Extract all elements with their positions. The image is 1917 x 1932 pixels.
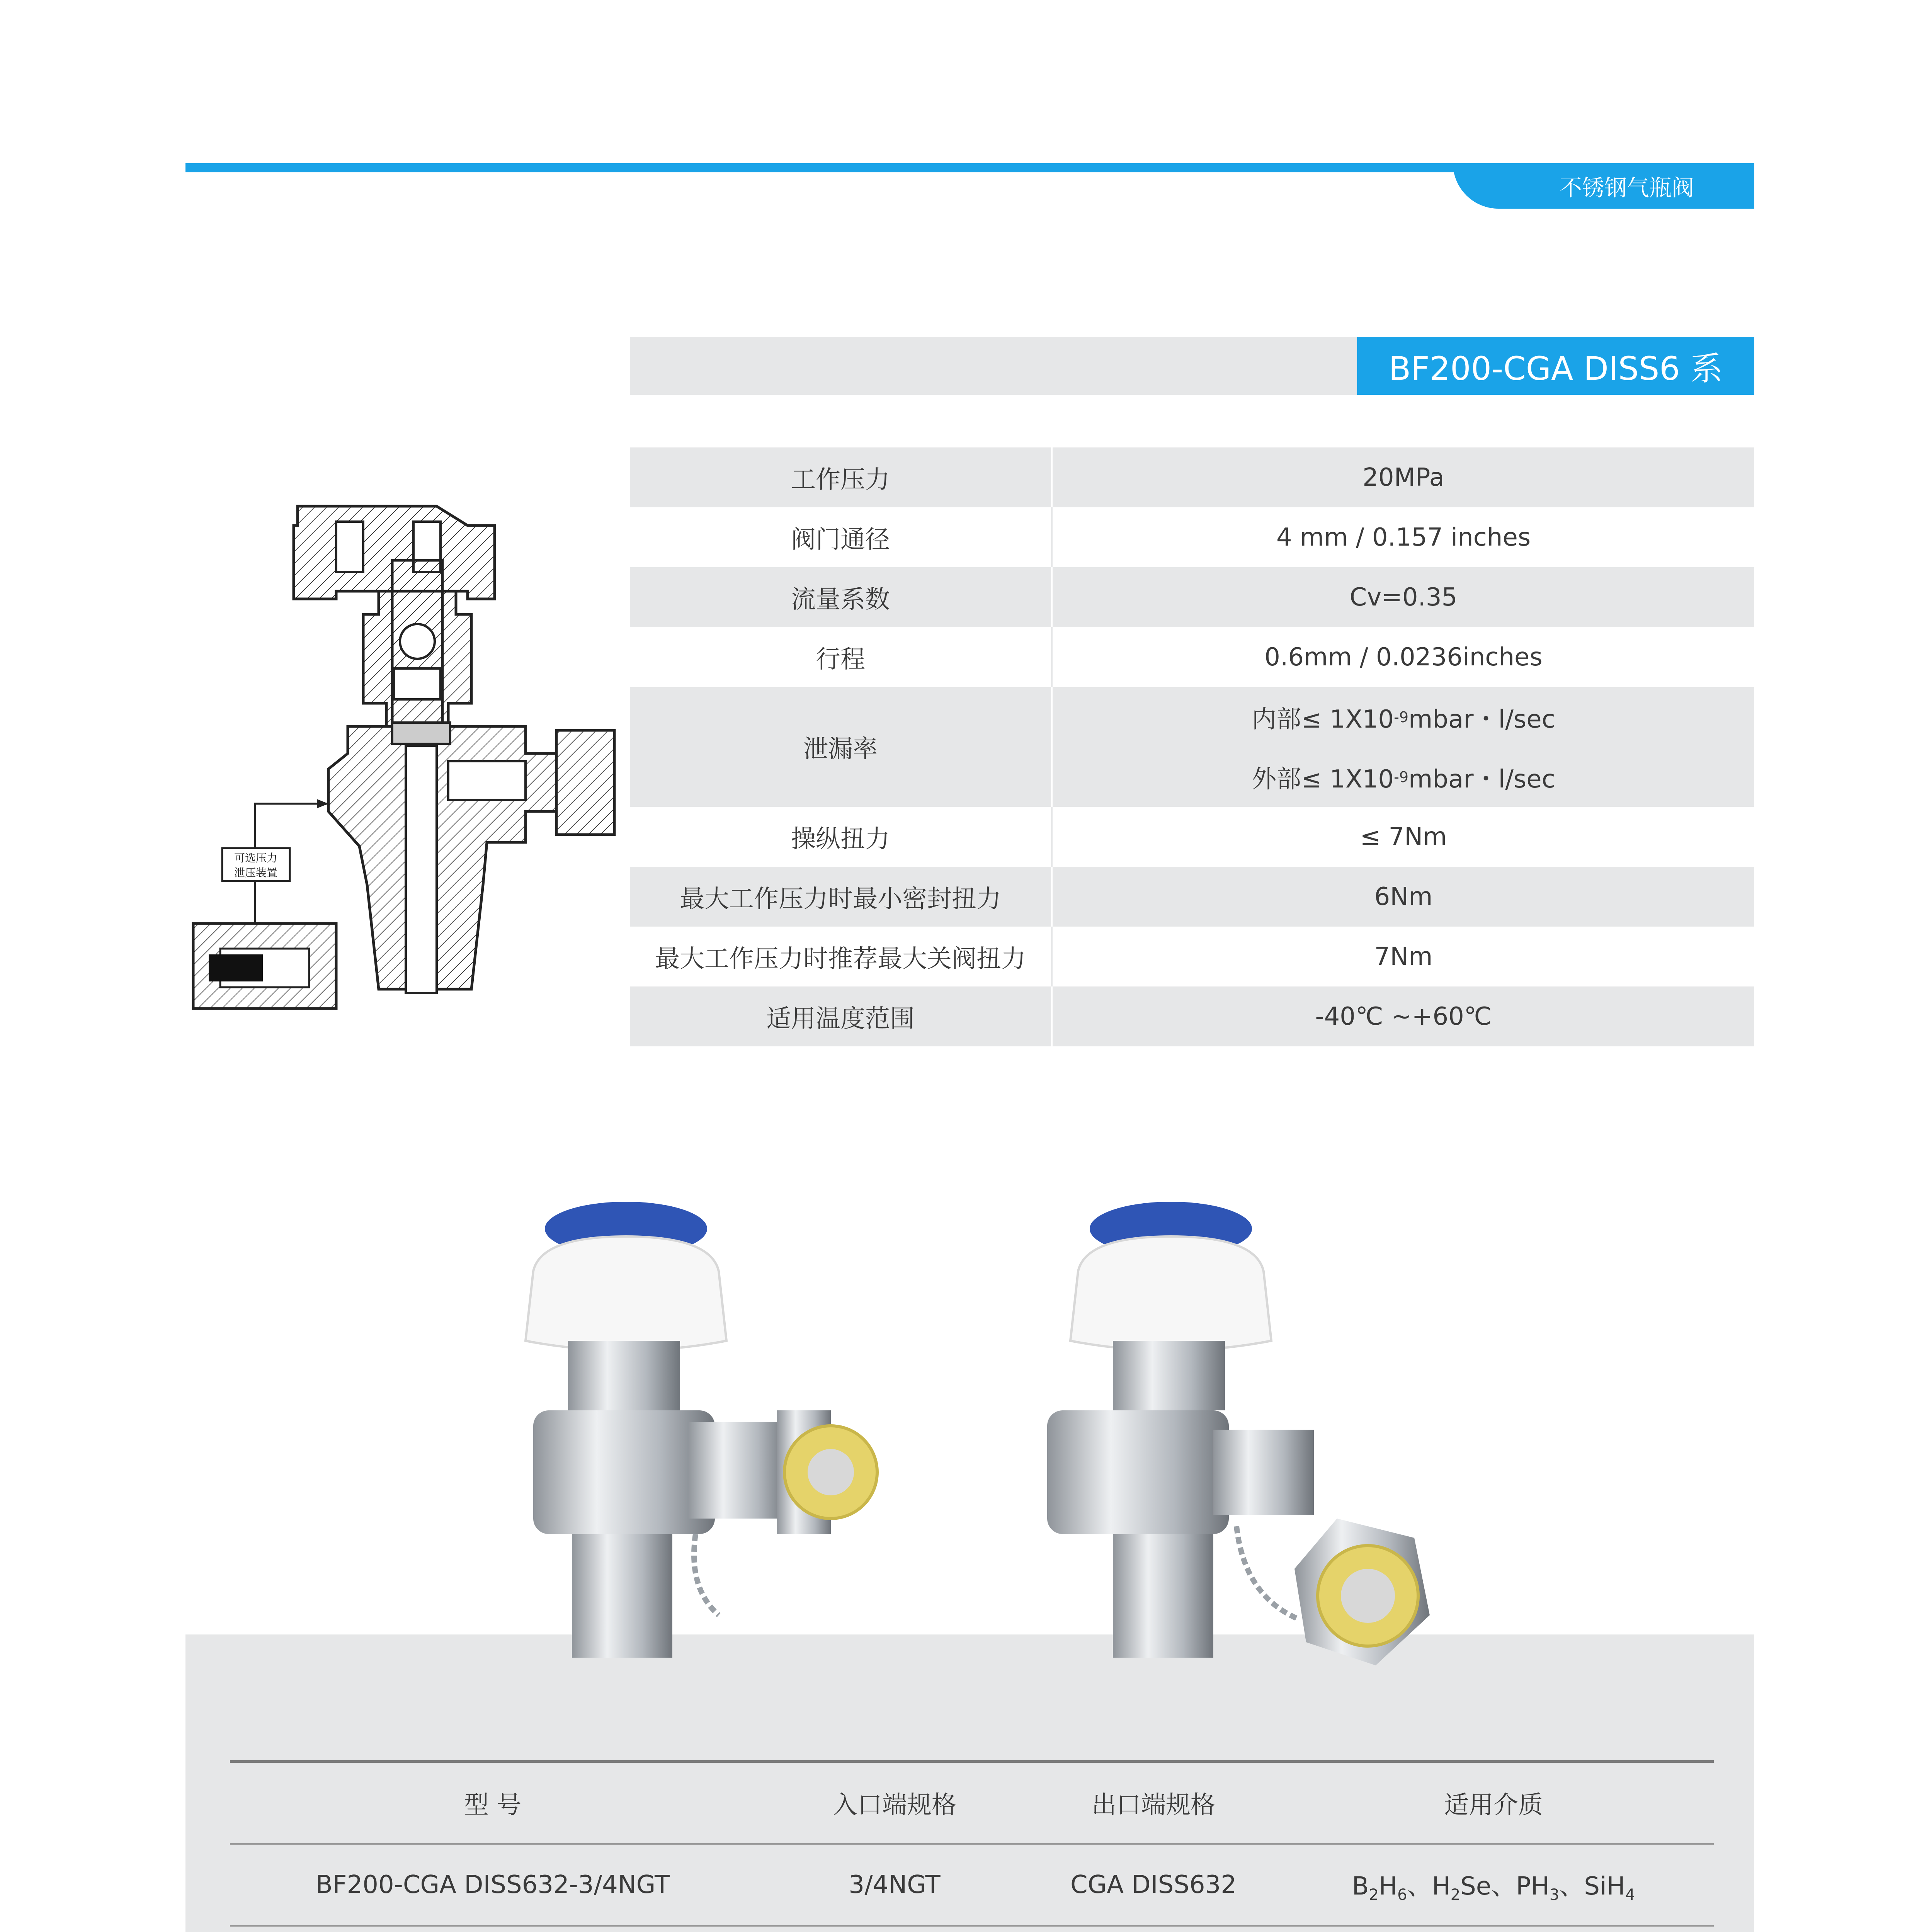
header-outlet: 出口端规格 [1034,1762,1273,1844]
spec-value: 0.6mm / 0.0236inches [1052,627,1754,687]
product-photo-capped [471,1179,974,1719]
inlet-cell: 3/4NGT [755,1844,1034,1926]
leak-external [1053,747,1754,807]
spec-row-torque [630,807,1754,867]
spec-value: 7Nm [1052,927,1754,986]
spec-label: 行程 [630,627,1052,687]
callout-text-line1: 可选压力 [234,852,278,864]
model-table-header [230,1762,1714,1844]
spec-value [1052,687,1754,807]
category-label: 不锈钢气瓶阀 [1559,175,1694,201]
spec-row-min-seal [630,867,1754,927]
spec-row-leak [630,687,1754,807]
spec-row-temp [630,986,1754,1046]
valve-cross-section-diagram [178,475,641,1074]
spec-row-stroke [630,627,1754,687]
model-cell: BF200-CGA DISS632-3/4NGT [230,1844,755,1926]
spec-label: 适用温度范围 [630,986,1052,1046]
outlet-cell: CGA DISS632 [1034,1844,1273,1926]
spec-value: -40℃ ~+60℃ [1052,986,1754,1046]
spec-label: 泄漏率 [630,687,1052,807]
inlet-cell [755,1926,1034,1932]
media-cell [1273,1926,1714,1932]
spec-label: 阀门通径 [630,507,1052,567]
table-row [230,1926,1714,1932]
leak-exponent: -9 [1394,708,1409,726]
spec-row-flow [630,567,1754,627]
spec-row-bore [630,507,1754,567]
spec-label: 最大工作压力时最小密封扭力 [630,867,1052,927]
leak-internal-prefix: 内部≤ 1X10 [1252,705,1394,734]
leak-exponent: -9 [1394,768,1409,786]
spec-value: 6Nm [1052,867,1754,927]
model-cell [230,1926,755,1932]
leak-unit: mbar・l/sec [1408,705,1555,734]
spec-label: 流量系数 [630,567,1052,627]
table-row [230,1844,1714,1926]
outlet-cell [1034,1926,1273,1932]
media-cell: $B_2H_6$、$H_2Se$、$PH_3$、SiH$_4$ [1273,1844,1714,1926]
series-title [1357,337,1754,395]
spec-table [630,447,1754,1046]
spec-value: 4 mm / 0.157 inches [1052,507,1754,567]
spec-value: ≤ 7Nm [1052,807,1754,867]
spec-value: Cv=0.35 [1052,567,1754,627]
spec-row-pressure [630,447,1754,507]
leak-internal [1053,687,1754,747]
callout-text-line2: 泄压装置 [234,866,278,879]
category-tab [1453,163,1754,209]
spec-label: 最大工作压力时推荐最大关阀扭力 [630,927,1052,986]
spec-label: 操纵扭力 [630,807,1052,867]
model-table [230,1760,1714,1932]
spec-label: 工作压力 [630,447,1052,507]
header-inlet: 入口端规格 [755,1762,1034,1844]
leak-external-prefix: 外部≤ 1X10 [1252,765,1394,794]
leak-unit: mbar・l/sec [1408,765,1555,794]
series-title-text: BF200-CGA DISS6 系 [1388,349,1723,388]
header-media: 适用介质 [1273,1762,1714,1844]
spec-value: 20MPa [1052,447,1754,507]
product-photo-uncapped [997,1179,1499,1719]
spec-row-max-close [630,927,1754,986]
header-model: 型 号 [230,1762,755,1844]
